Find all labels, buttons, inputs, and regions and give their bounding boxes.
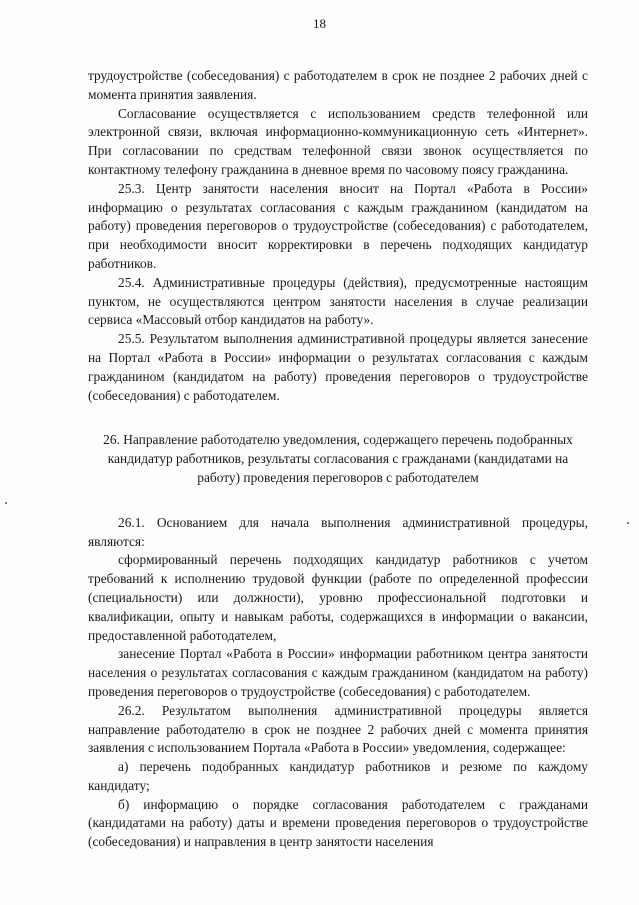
paragraph-candidate-list: сформированный перечень подходящих кандидатур работников с учетом требований к исполнению трудовой функции (работе по определенной профессии (специальности) или должности), уровню профессиональной подготовки и квалификации, опыту и навыкам работы, содержащихся в информации о вакансии, предоставленной работодателем, (88, 552, 588, 643)
paragraph-25-4: 25.4. Административные процедуры (действия), предусмотренные настоящим пунктом, не осуществляются центром занятости населения в случае реализации сервиса «Массовый отбор кандидатов на работу». (88, 274, 588, 328)
section-heading-26: 26. Направление работодателю уведомления, содержащего перечень подобранных кандидатур работников, результаты согласования с гражданами (кандидатами на работу) проведения переговоров с работодателем (103, 432, 573, 485)
document-body (88, 67, 588, 852)
paragraph-25-3: 25.3. Центр занятости населения вносит на Портал «Работа в России» информацию о результатах согласования с каждым гражданином (кандидатом на работу) проведения переговоров о трудоустройстве (собеседования) с работодателем, при необходимости вносит корректировки в перечень подходящих кандидатур работников. (88, 180, 588, 271)
paragraph-25-5: 25.5. Результатом выполнения административной процедуры является занесение на Портал «Работа в России» информации о результатах согласования с каждым гражданином (кандидатом на работу) проведения переговоров о трудоустройстве (собеседования) с работодателем. (88, 331, 588, 403)
paragraph-portal-entry: занесение Портал «Работа в России» информации работником центра занятости населения о результатах согласования с каждым гражданином (кандидатом на работу) проведения переговоров о трудоустройстве (собеседования) с работодателем. (88, 646, 588, 699)
paragraph-item-b: б) информацию о порядке согласования работодателем с гражданами (кандидатами на работу) даты и времени проведения переговоров о трудоустройстве (собеседования) и направления в центр занятости населения (88, 796, 588, 850)
scan-speck-right (627, 522, 629, 524)
paragraph-26-1: 26.1. Основанием для начала выполнения административной процедуры, являются: (88, 514, 588, 549)
paragraph-continuation: трудоустройстве (собеседования) с работодателем в срок не позднее 2 рабочих дней с момента принятия заявления. (88, 68, 588, 102)
paragraph-26-2: 26.2. Результатом выполнения административной процедуры является направление работодателю в срок не позднее 2 рабочих дней с момента принятия заявления с использованием Портала «Работа в России» уведомления, содержащее: (88, 702, 588, 756)
paragraph-agreement-method: Согласование осуществляется с использованием средств телефонной или электронной связи, включая информационно-коммуникационную сеть «Интернет». При согласовании по средствам телефонной связи звонок осуществляется по контактному телефону гражданина в дневное время по часовому поясу гражданина. (88, 105, 588, 177)
scan-speck-left (5, 502, 7, 504)
paragraph-item-a: а) перечень подобранных кандидатур работников и резюме по каждому кандидату; (88, 759, 588, 793)
page-number: 18 (313, 16, 326, 31)
